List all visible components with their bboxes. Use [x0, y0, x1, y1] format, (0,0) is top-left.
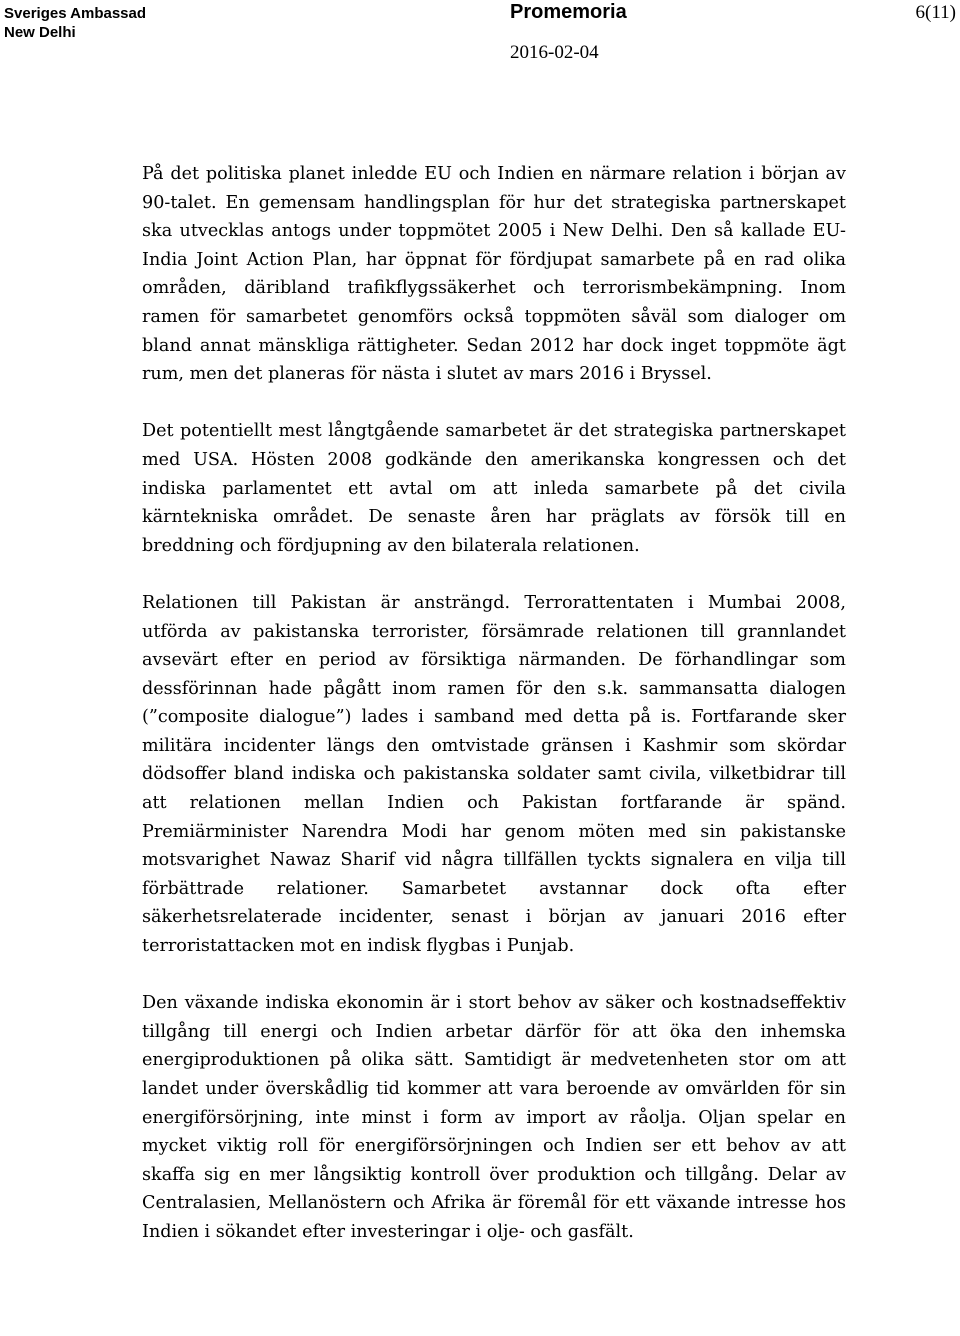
organization-city: New Delhi	[4, 24, 76, 41]
page-number: 6(11)	[915, 2, 956, 23]
document-body	[142, 160, 846, 1247]
paragraph-eu-relations: På det politiska planet inledde EU och Indien en närmare relation i början av 90-talet. En gemensam handlingsplan för hur det strategiska partnerskapet ska utvecklas antogs under toppmötet 2005 i New Delhi. Den så kallade EU-India Joint Action Plan, har öppnat för fördjupat samarbete på en rad olika områden, däribland trafikflygssäkerhet och terrorismbekämpning. Inom ramen för samarbetet genomförs också toppmöten såväl som dialoger om bland annat mänskliga rättigheter. Sedan 2012 har dock inget toppmöte ägt rum, men det planeras för nästa i slutet av mars 2016 i Bryssel.	[142, 164, 846, 385]
paragraph-energy: Den växande indiska ekonomin är i stort behov av säker och kostnadseffektiv tillgång till energi och Indien arbetar därför för att öka den inhemska energiproduktionen på olika sätt. Samtidigt är medvetenheten stor om att landet under överskådlig tid kommer att vara beroende av omvärlden för sin energiförsörjning, inte minst i form av import av råolja. Oljan spelar en mycket viktig roll för energiförsörjningen och Indien ser ett behov av att skaffa sig en mer långsiktig kontroll över produktion och tillgång. Delar av Centralasien, Mellanöstern och Afrika är föremål för ett växande intresse hos Indien i sökandet efter investeringar i olje- och gasfält.	[142, 993, 846, 1242]
document-type: Promemoria	[510, 1, 627, 23]
document-date: 2016-02-04	[510, 42, 599, 63]
paragraph-usa-partnership: Det potentiellt mest långtgående samarbetet är det strategiska partnerskapet med USA. Hösten 2008 godkände den amerikanska kongressen och det indiska parlamentet ett avtal om att inleda samarbete på det civila kärntekniska området. De senaste åren har präglats av försök till en breddning och fördjupning av den bilaterala relationen.	[142, 421, 846, 556]
paragraph-pakistan-relations: Relationen till Pakistan är ansträngd. Terrorattentaten i Mumbai 2008, utförda av pakistanska terrorister, försämrade relationen till grannlandet avsevärt efter en period av försiktiga närmanden. De förhandlingar som dessförinnan hade pågått inom ramen för den s.k. sammansatta dialogen (”composite dialogue”) lades i samband med detta på is. Fortfarande sker militära incidenter längs den omtvistade gränsen i Kashmir som skördar dödsoffer bland indiska och pakistanska soldater samt civila, vilketbidrar till att relationen mellan Indien och Pakistan fortfarande är spänd. Premiärminister Narendra Modi har genom möten med sin pakistanske motsvarighet Nawaz Sharif vid några tillfällen tyckts signalera en vilja till förbättrade relationer. Samarbetet avstannar dock ofta efter säkerhetsrelaterade incidenter, senast i början av januari 2016 efter terroristattacken mot en indisk flygbas i Punjab.	[142, 592, 846, 957]
organization-name: Sveriges Ambassad	[4, 5, 147, 22]
page-header	[0, 0, 960, 70]
